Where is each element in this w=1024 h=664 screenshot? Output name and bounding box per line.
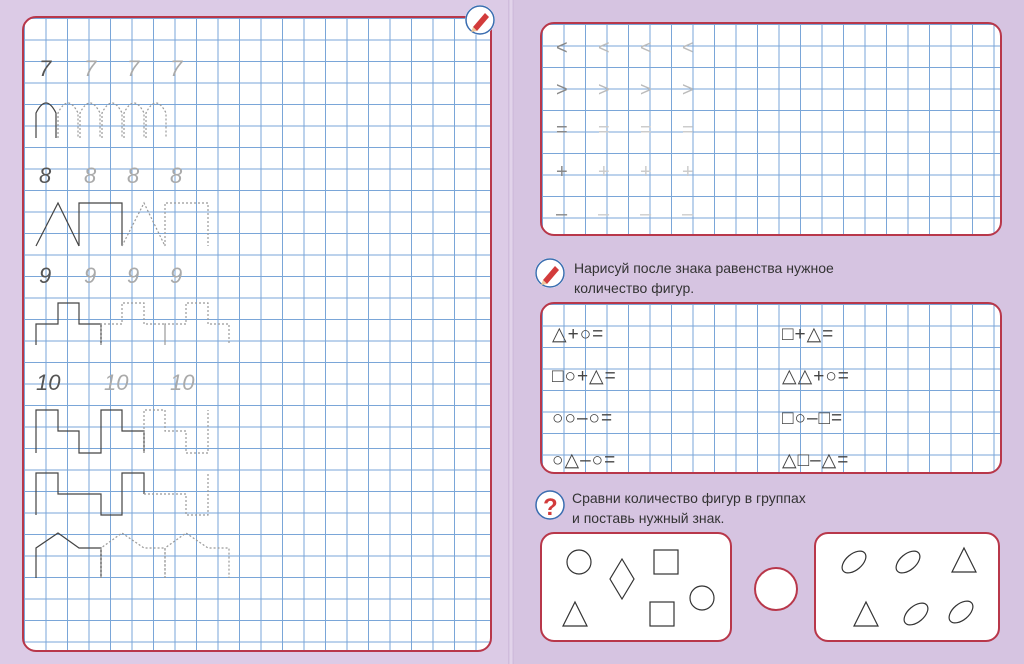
- task2-instruction-line1: Сравни количество фигур в группах: [572, 490, 806, 506]
- equation-4: ○△–○=: [552, 450, 617, 471]
- svg-text:+: +: [598, 161, 610, 183]
- question-icon: [535, 488, 565, 518]
- plus-sign: +: [556, 161, 568, 183]
- equation-8: △□–△=: [782, 450, 850, 471]
- circle-shape: [690, 586, 714, 610]
- svg-text:8: 8: [39, 163, 52, 188]
- signs-drawings: [542, 24, 1002, 236]
- task2-instruction-line2: и поставь нужный знак.: [572, 510, 725, 526]
- svg-text:>: >: [598, 79, 610, 101]
- svg-text:?: ?: [543, 494, 558, 520]
- equation-6: △△+○=: [782, 366, 850, 387]
- svg-text:–: –: [682, 203, 694, 225]
- ellipse-shape: [900, 599, 932, 629]
- svg-text:+: +: [640, 161, 652, 183]
- minus-sign: –: [556, 203, 568, 225]
- svg-text:8: 8: [84, 163, 97, 188]
- circle-shape: [567, 550, 591, 574]
- pencil-icon: [465, 5, 495, 35]
- square-shape: [654, 550, 678, 574]
- svg-text:=: =: [682, 119, 694, 141]
- svg-text:10: 10: [170, 370, 195, 395]
- svg-text:10: 10: [36, 370, 61, 395]
- signs-practice-grid[interactable]: [540, 22, 1002, 236]
- task1-instruction-line1: Нарисуй после знака равенства нужное: [574, 260, 834, 276]
- task2-instruction: [572, 488, 806, 528]
- ellipse-shape: [892, 547, 924, 577]
- svg-text:8: 8: [127, 163, 140, 188]
- task1-instruction-line2: количество фигур.: [574, 280, 695, 296]
- shapes-group-left: [540, 532, 732, 642]
- diamond-shape: [610, 559, 634, 599]
- svg-text:<: <: [640, 37, 652, 59]
- greater-than-sign: >: [556, 79, 568, 101]
- task1-pencil-icon: [535, 258, 565, 288]
- svg-text:7: 7: [170, 56, 183, 81]
- svg-text:=: =: [598, 119, 610, 141]
- svg-text:<: <: [682, 37, 694, 59]
- triangle-shape: [854, 602, 878, 626]
- ellipse-shape: [945, 597, 977, 627]
- svg-text:7: 7: [84, 56, 97, 81]
- equation-1: △+○=: [552, 324, 605, 345]
- book-spine: [508, 0, 514, 664]
- task1-instruction: [574, 258, 834, 298]
- svg-text:10: 10: [104, 370, 129, 395]
- svg-text:9: 9: [39, 263, 52, 288]
- svg-text:7: 7: [127, 56, 140, 81]
- ellipse-shape: [838, 547, 870, 577]
- equation-3: ○○–○=: [552, 408, 614, 429]
- equations-grid[interactable]: [540, 302, 1002, 474]
- triangle-shape: [563, 602, 587, 626]
- shapes-group-right: [814, 532, 1000, 642]
- equation-5: □+△=: [782, 324, 835, 345]
- svg-text:9: 9: [84, 263, 97, 288]
- left-practice-grid[interactable]: [22, 16, 492, 652]
- square-shape: [650, 602, 674, 626]
- less-than-sign: <: [556, 37, 568, 59]
- svg-text:>: >: [640, 79, 652, 101]
- svg-text:8: 8: [170, 163, 183, 188]
- comparison-sign-circle[interactable]: [754, 567, 798, 611]
- svg-text:<: <: [598, 37, 610, 59]
- svg-text:–: –: [640, 203, 652, 225]
- svg-text:+: +: [682, 161, 694, 183]
- digit-seven: 7: [39, 56, 52, 81]
- right-group-shapes: [816, 534, 998, 640]
- svg-text:=: =: [640, 119, 652, 141]
- equals-sign: =: [556, 119, 568, 141]
- equation-2: □○+△=: [552, 366, 617, 387]
- left-practice-drawings: [24, 18, 492, 652]
- svg-text:–: –: [598, 203, 610, 225]
- triangle-shape: [952, 548, 976, 572]
- equation-7: □○–□=: [782, 408, 844, 429]
- svg-text:9: 9: [170, 263, 183, 288]
- svg-text:9: 9: [127, 263, 140, 288]
- left-group-shapes: [542, 534, 730, 640]
- svg-text:>: >: [682, 79, 694, 101]
